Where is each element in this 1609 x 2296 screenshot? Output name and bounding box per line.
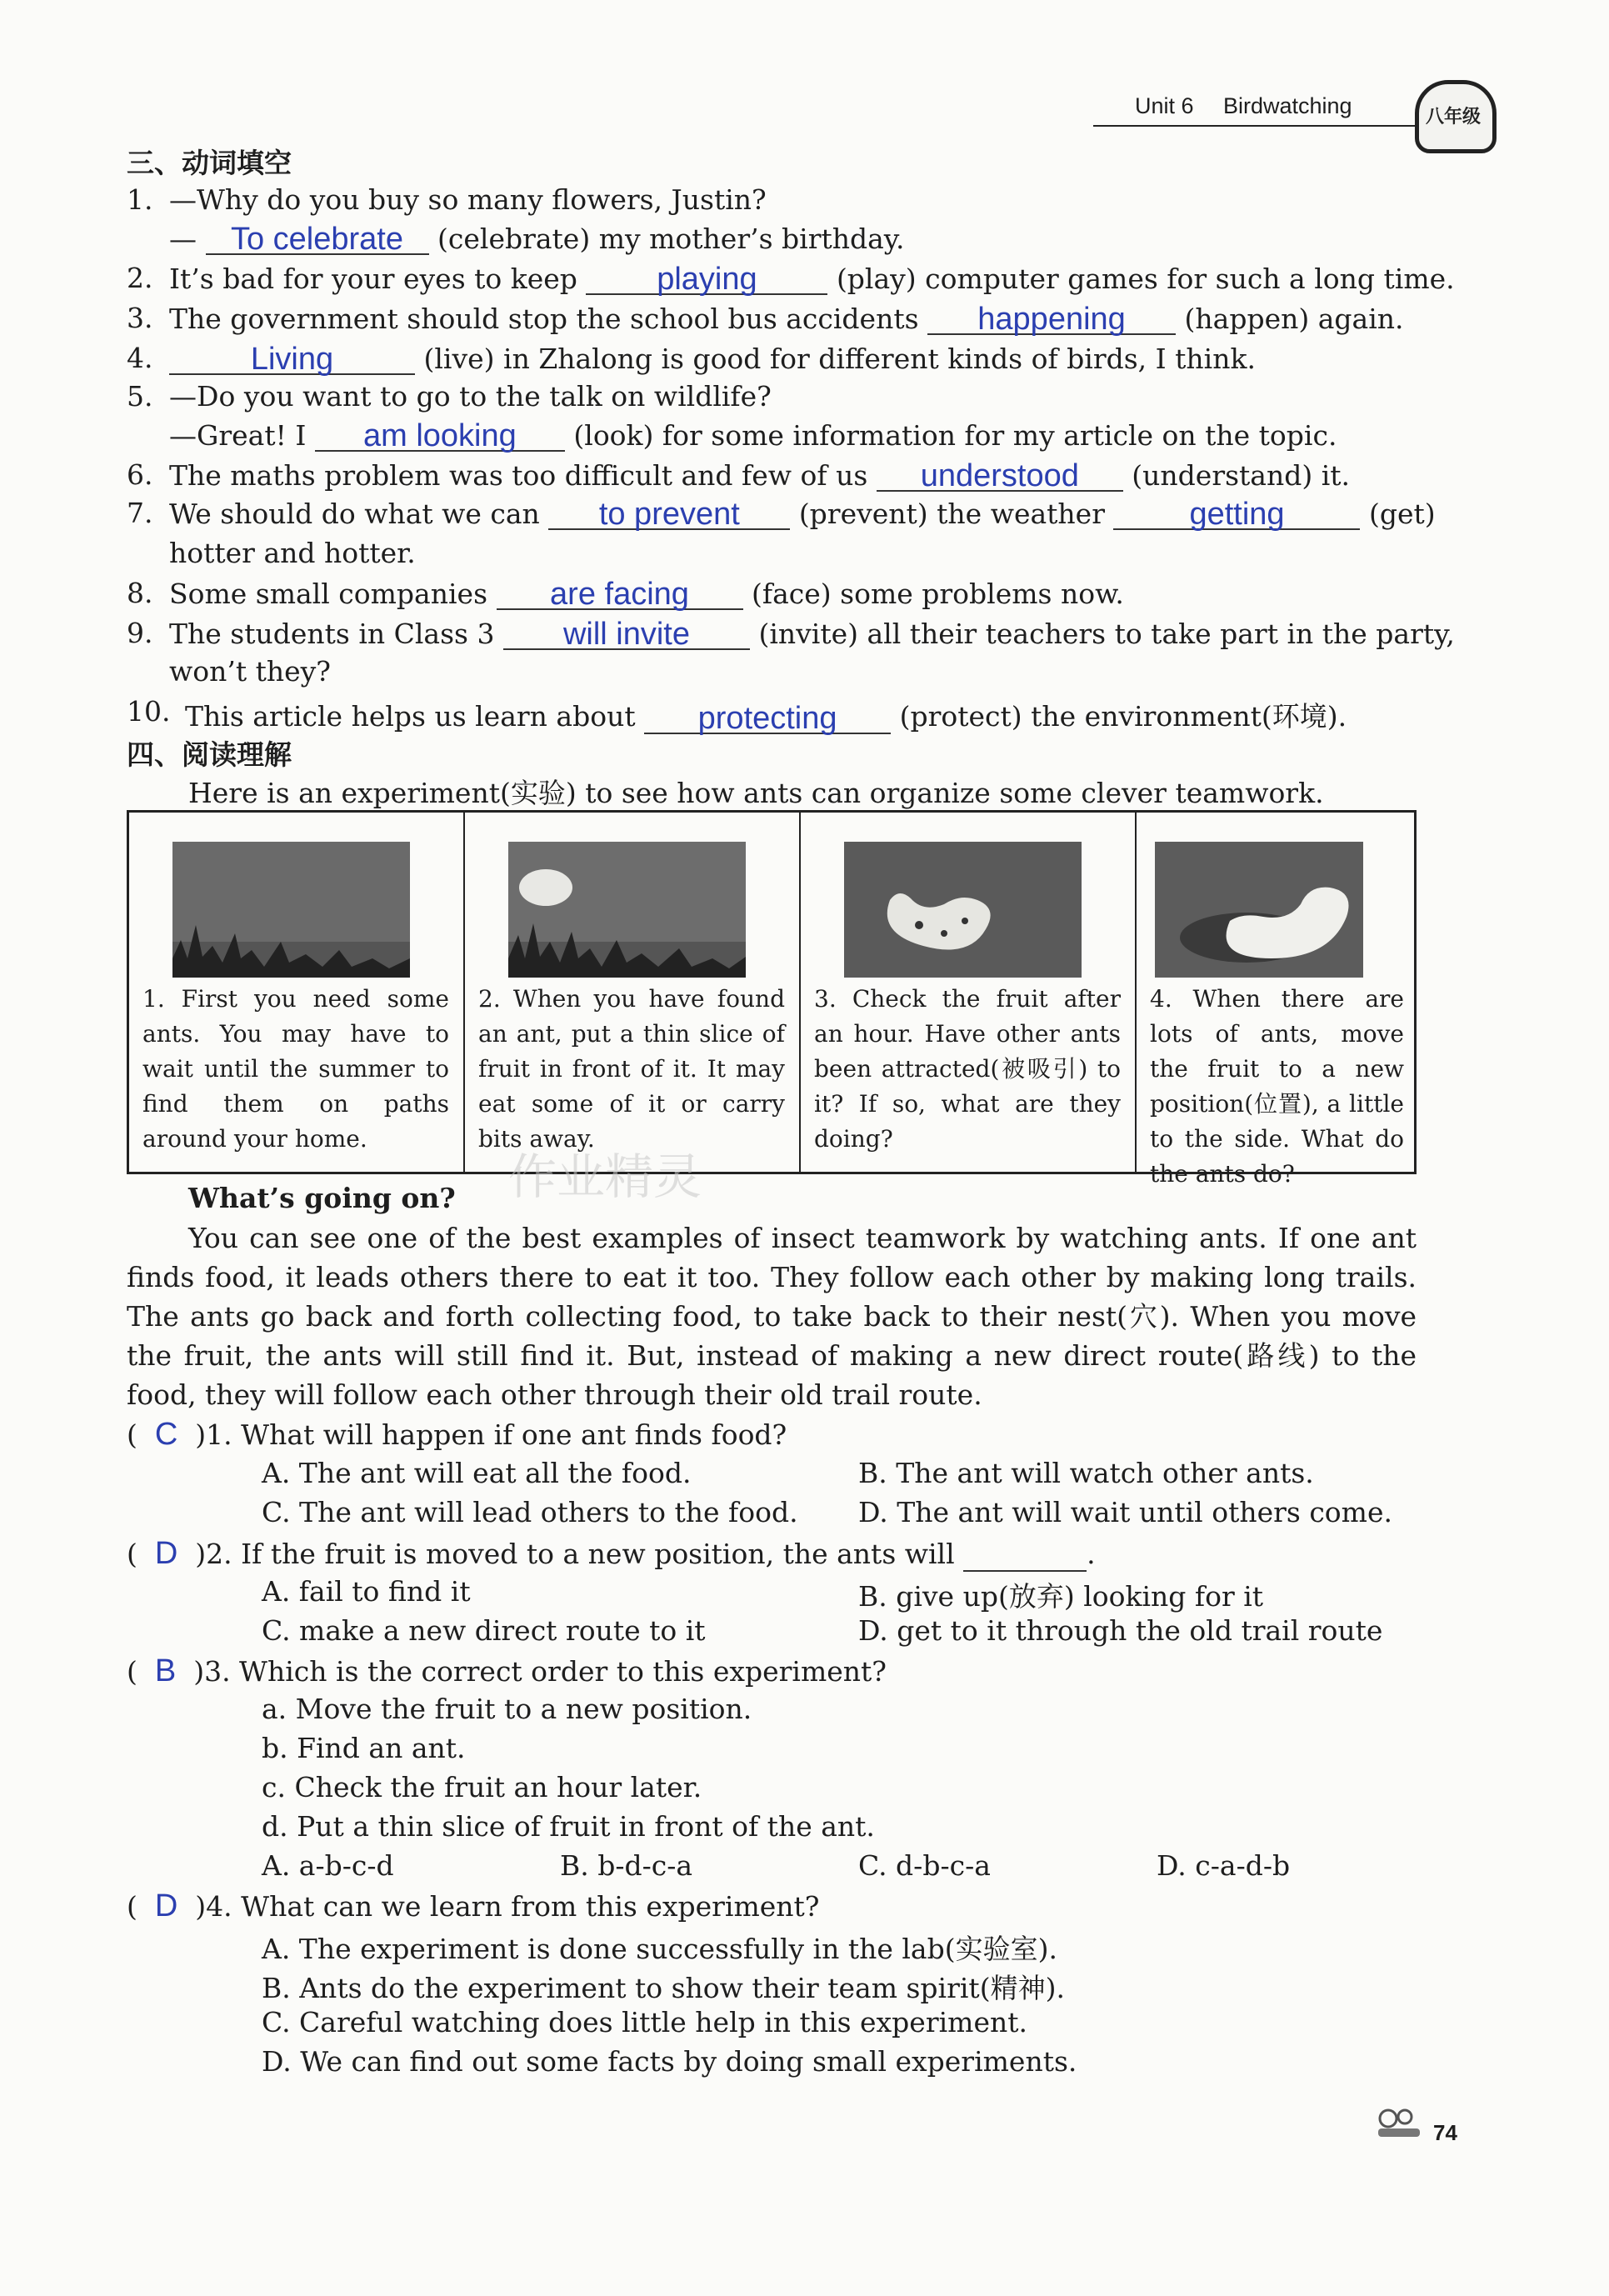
item2-num: 2. <box>127 262 153 294</box>
experiment-step-2 <box>465 813 801 1172</box>
item6-num: 6. <box>127 458 153 491</box>
step-4-text: 4. When there are lots of ants, move the fruit to a new position(位置), a little to the side. What do the ants do? <box>1150 985 1404 1188</box>
section4-heading: 四、阅读理解 <box>127 738 292 771</box>
q1-option-b[interactable]: B. The ant will watch other ants. <box>858 1457 1314 1489</box>
item6-row: The maths problem was too difficult and few of us understood (understand) it. <box>169 458 1351 493</box>
q4-option-a[interactable]: A. The experiment is done successfully in the lab(实验室). <box>262 1933 1057 1965</box>
q2-option-d[interactable]: D. get to it through the old trail route <box>858 1614 1383 1647</box>
item8-answer[interactable]: are facing <box>497 577 743 610</box>
item5-question: —Do you want to go to the talk on wildlife? <box>169 380 772 413</box>
header-rule <box>1093 125 1422 127</box>
item2-row: It’s bad for your eyes to keep playing (play) computer games for such a long time. <box>169 262 1455 297</box>
page-number: 74 <box>1433 2120 1457 2145</box>
q3-step-d: d. Put a thin slice of fruit in front of the ant. <box>262 1810 875 1843</box>
q1-option-c[interactable]: C. The ant will lead others to the food. <box>262 1496 798 1528</box>
item7-row: We should do what we can to prevent (prevent) the weather getting (get) <box>169 497 1436 532</box>
unit-title: Birdwatching <box>1223 93 1352 118</box>
item7-num: 7. <box>127 497 153 529</box>
q2-answer[interactable]: D <box>154 1536 178 1571</box>
item4-num: 4. <box>127 342 153 374</box>
item7-answer[interactable]: to prevent <box>548 497 790 530</box>
step-1-text: 1. First you need some ants. You may have to wait until the summer to find them on paths around your home. <box>142 985 449 1153</box>
item7-answer2[interactable]: getting <box>1113 497 1360 530</box>
footer-decoration-icon <box>1375 2107 1423 2140</box>
q3-option-c[interactable]: C. d-b-c-a <box>858 1849 991 1882</box>
q4-option-b[interactable]: B. Ants do the experiment to show their team spirit(精神). <box>262 1972 1065 2004</box>
q2-option-c[interactable]: C. make a new direct route to it <box>262 1614 706 1647</box>
experiment-step-1 <box>129 813 465 1172</box>
item1-row: — To celebrate (celebrate) my mother’s birthday. <box>169 222 905 257</box>
item6-answer[interactable]: understood <box>877 458 1123 492</box>
q2-option-a[interactable]: A. fail to find it <box>262 1575 471 1608</box>
item8-row: Some small companies are facing (face) some problems now. <box>169 577 1124 612</box>
unit-label: Unit 6 <box>1135 93 1194 118</box>
grade-badge: 八年级 <box>1415 80 1497 153</box>
item4-answer[interactable]: Living <box>169 342 415 375</box>
question-3: ( B )3. Which is the correct order to this experiment? <box>127 1653 887 1688</box>
q1-option-d[interactable]: D. The ant will wait until others come. <box>858 1496 1392 1528</box>
item4-row: Living (live) in Zhalong is good for different kinds of birds, I think. <box>169 342 1256 375</box>
item1-question: —Why do you buy so many flowers, Justin? <box>169 183 767 216</box>
item3-row: The government should stop the school bus accidents happening (happen) again. <box>169 302 1404 337</box>
item9-row: The students in Class 3 will invite (invite) all their teachers to take part in the party, <box>169 617 1455 652</box>
q4-answer[interactable]: D <box>154 1888 178 1923</box>
item1-num: 1. <box>127 183 153 216</box>
item10-answer[interactable]: protecting <box>644 701 891 734</box>
passage-subheading: What’s going on? <box>188 1182 456 1214</box>
step-2-text: 2. When you have found an ant, put a thin slice of fruit in front of it. It may eat some of it or carry bits away. <box>478 985 785 1153</box>
q3-answer[interactable]: B <box>154 1653 177 1688</box>
q3-option-a[interactable]: A. a-b-c-d <box>262 1849 394 1882</box>
item5-answer[interactable]: am looking <box>315 418 565 452</box>
ants-on-fruit-image <box>844 842 1082 978</box>
q2-blank <box>963 1545 1087 1572</box>
experiment-step-4 <box>1137 813 1416 1188</box>
item1-answer[interactable]: To celebrate <box>206 222 429 255</box>
q3-option-d[interactable]: D. c-a-d-b <box>1157 1849 1291 1882</box>
item5-num: 5. <box>127 380 153 413</box>
question-4: ( D )4. What can we learn from this experiment? <box>127 1888 820 1923</box>
item3-answer[interactable]: happening <box>927 302 1176 335</box>
q1-answer[interactable]: C <box>154 1417 178 1452</box>
item5-row: —Great! I am looking (look) for some information for my article on the topic. <box>169 418 1337 453</box>
section4-intro: Here is an experiment(实验) to see how ants can organize some clever teamwork. <box>188 777 1324 809</box>
watermark: 作业精灵 <box>508 1148 702 1205</box>
q3-step-b: b. Find an ant. <box>262 1732 466 1764</box>
item10-num: 10. <box>127 695 171 728</box>
item9-continued: won’t they? <box>169 655 331 688</box>
q4-option-d[interactable]: D. We can find out some facts by doing small experiments. <box>262 2045 1077 2078</box>
q2-option-b[interactable]: B. give up(放弃) looking for it <box>858 1580 1264 1613</box>
q3-step-c: c. Check the fruit an hour later. <box>262 1771 702 1803</box>
section3-heading: 三、动词填空 <box>127 147 292 179</box>
passage-text: You can see one of the best examples of insect teamwork by watching ants. If one ant finds food, it leads others there to eat it too. They follow each other by making long trails. The ants go back and forth collecting food, to take back to their nest(穴). When you move the fruit, the ants will still find it. But, instead of making a new direct route(路线) to the food, they will follow each other through their old trail route. <box>127 1222 1417 1411</box>
ants-on-path-image <box>172 842 410 978</box>
item7-continued: hotter and hotter. <box>169 537 416 569</box>
q4-option-c[interactable]: C. Careful watching does little help in this experiment. <box>262 2006 1027 2038</box>
item9-answer[interactable]: will invite <box>503 617 750 650</box>
q3-option-b[interactable]: B. b-d-c-a <box>560 1849 693 1882</box>
fruit-slice-near-ants-image <box>508 842 746 978</box>
item2-answer[interactable]: playing <box>586 262 827 295</box>
item3-num: 3. <box>127 302 153 334</box>
item8-num: 8. <box>127 577 153 609</box>
q3-step-a: a. Move the fruit to a new position. <box>262 1693 752 1725</box>
experiment-step-3 <box>801 813 1137 1172</box>
item9-num: 9. <box>127 617 153 649</box>
question-2: ( D )2. If the fruit is moved to a new position, the ants will . <box>127 1536 1096 1571</box>
q1-option-a[interactable]: A. The ant will eat all the food. <box>262 1457 692 1489</box>
step-3-text: 3. Check the fruit after an hour. Have other ants been attracted(被吸引) to it? If so, what are they doing? <box>814 985 1121 1153</box>
question-1: ( C )1. What will happen if one ant finds food? <box>127 1417 787 1452</box>
item10-row: This article helps us learn about protecting (protect) the environment(环境). <box>185 700 1347 736</box>
fruit-moved-image <box>1155 842 1363 978</box>
